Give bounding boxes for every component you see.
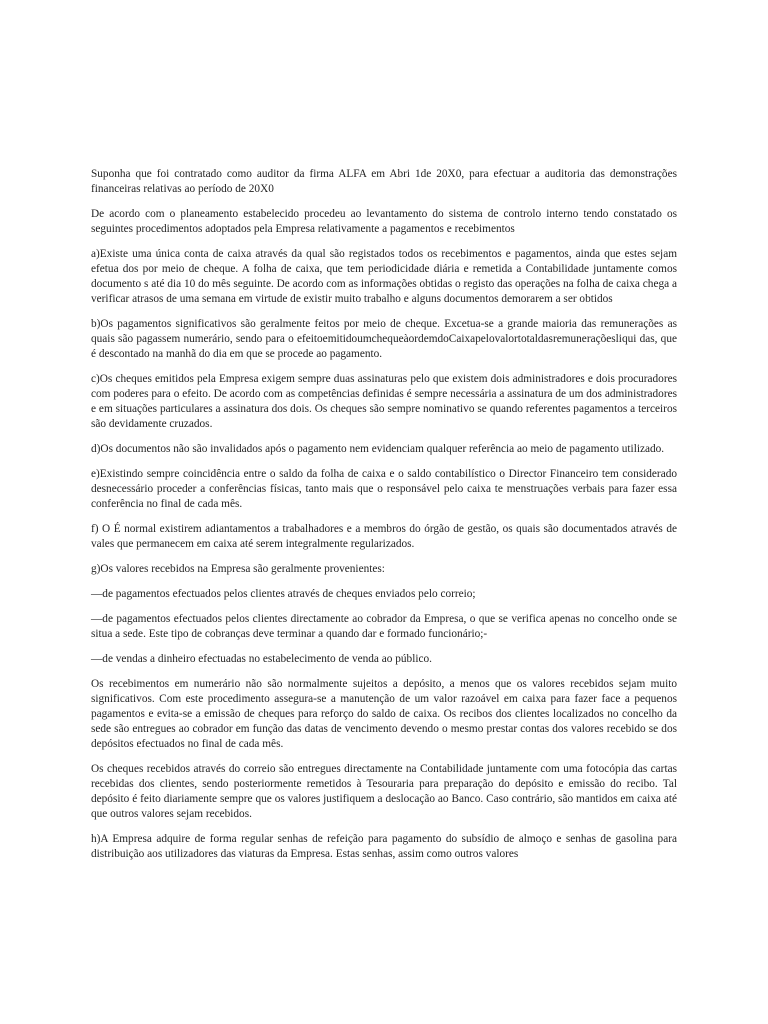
item-g-bullet-3: —de vendas a dinheiro efectuadas no estabelecimento de venda ao público. — [91, 653, 432, 665]
item-g-bullet-2: —de pagamentos efectuados pelos clientes directamente ao cobrador da Empresa, o que se verifica apenas no concelho onde se situa a sede. Este tipo de cobranças deve terminar a quando dar e formado funcionário;- — [91, 613, 677, 640]
intro-paragraph: Suponha que foi contratado como auditor da firma ALFA em Abri 1de 20X0, para efectuar a auditoria das demonstrações financeiras relativas ao período de 20X0 — [91, 168, 677, 195]
item-a-paragraph: a)Existe uma única conta de caixa através da qual são registados todos os recebimentos e pagamentos, ainda que estes sejam efetua dos por meio de cheque. A folha de caixa, que tem periodicidade diária e remetida a Contabilidade juntamente comos documento s até dia 10 do mês seguinte. De acordo com as informações obtidas o registo das operações na folha de caixa chega a verificar atrasos de uma semana em virtude de existir muito trabalho e alguns documentos demorarem a ser obtidos — [91, 248, 677, 305]
mail-cheques-paragraph: Os cheques recebidos através do correio são entregues directamente na Contabilidade juntamente com uma fotocópia das cartas recebidas dos clientes, sendo posteriormente remetidos à Tesouraria para preparação do depósito e emissão do recibo. Tal depósito é feito diariamente sempre que os valores justifiquem a deslocação ao Banco. Caso contrário, são mantidos em caixa até que outros valores sejam recebidos. — [91, 763, 677, 820]
item-h-paragraph: h)A Empresa adquire de forma regular senhas de refeição para pagamento do subsídio de almoço e senhas de gasolina para distribuição aos utilizadores das viaturas da Empresa. Estas senhas, assim como outros valores — [91, 833, 677, 860]
item-g-paragraph: g)Os valores recebidos na Empresa são geralmente provenientes: — [91, 563, 385, 575]
item-c-paragraph: c)Os cheques emitidos pela Empresa exigem sempre duas assinaturas pelo que existem dois administradores e dois procuradores com poderes para o efeito. De acordo com as competências definidas é sempre necessária a assinatura de um dos administradores e em situações particulares a assinatura dos dois. Os cheques são sempre nominativo se quando referentes pagamentos a terceiros são devidamente cruzados. — [91, 373, 677, 430]
item-d-paragraph: d)Os documentos não são invalidados após o pagamento nem evidenciam qualquer referência ao meio de pagamento utilizado. — [91, 443, 665, 455]
item-e-paragraph: e)Existindo sempre coincidência entre o saldo da folha de caixa e o saldo contabilístico o Director Financeiro tem considerado desnecessário proceder a conferências físicas, tanto mais que o responsável pelo caixa te menstruações verbais para fazer essa conferência no final de cada mês. — [91, 468, 677, 510]
item-b-paragraph: b)Os pagamentos significativos são geralmente feitos por meio de cheque. Excetua-se a grande maioria das remunerações as quais são pagassem numerário, sendo para o efeitoemitidoumchequeàordemdoCaixapelovalortotaldasremuneraçõesliqui das, que é descontado na manhã do dia em que se procede ao pagamento. — [91, 318, 677, 360]
context-paragraph: De acordo com o planeamento estabelecido procedeu ao levantamento do sistema de controlo interno tendo constatado os seguintes procedimentos adoptados pela Empresa relativamente a pagamentos e recebimentos — [91, 208, 677, 235]
cash-receipts-paragraph: Os recebimentos em numerário não são normalmente sujeitos a depósito, a menos que os valores recebidos sejam muito significativos. Com este procedimento assegura-se a manutenção de um valor razoável em caixa para fazer face a pequenos pagamentos e evita-se a emissão de cheques para reforço do saldo de caixa. Os recibos dos clientes localizados no concelho da sede são entregues ao cobrador em função das datas de vencimento devendo o mesmo prestar contas dos valores recebido se dos depósitos efectuados no final de cada mês. — [91, 678, 677, 750]
item-f-paragraph: f) O É normal existirem adiantamentos a trabalhadores e a membros do órgão de gestão, os quais são documentados através de vales que permanecem em caixa até serem integralmente regularizados. — [91, 523, 677, 550]
item-g-bullet-1: —de pagamentos efectuados pelos clientes através de cheques enviados pelo correio; — [91, 588, 476, 600]
